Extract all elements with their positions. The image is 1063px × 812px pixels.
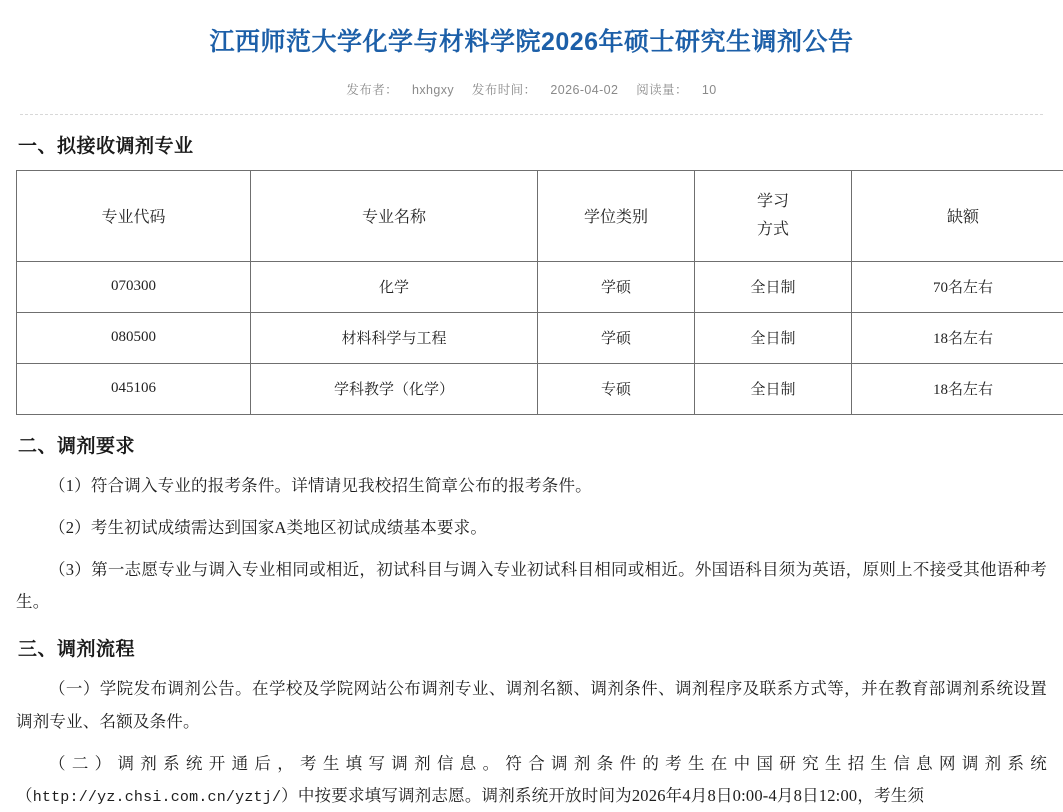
cell-major-name: 化学	[251, 261, 538, 312]
table-header-major-name: 专业名称	[251, 170, 538, 261]
requirement-item-1: （1）符合调入专业的报考条件。详情请见我校招生简章公布的报考条件。	[16, 470, 1047, 502]
table-row	[17, 312, 1063, 363]
cell-degree-type: 专硕	[538, 363, 695, 414]
cell-major-name: 学科教学（化学）	[251, 363, 538, 414]
process-item-2	[16, 748, 1047, 812]
requirement-item-3: （3）第一志愿专业与调入专业相同或相近，初试科目与调入专业初试科目相同或相近。外国语科目须为英语，原则上不接受其他语种考生。	[16, 554, 1047, 618]
cell-vacancy: 18名左右	[852, 363, 1063, 414]
cell-major-code: 080500	[17, 312, 251, 363]
cell-degree-type: 学硕	[538, 261, 695, 312]
table-header-degree-type: 学位类别	[538, 170, 695, 261]
meta-publish-time-label: 发布时间：	[472, 83, 537, 97]
table-header-major-code: 专业代码	[17, 170, 251, 261]
meta-publisher: hxhgxy	[412, 83, 454, 97]
cell-study-mode: 全日制	[695, 261, 852, 312]
section-heading-majors: 一、拟接收调剂专业	[16, 131, 1047, 158]
table-header-study-mode	[695, 170, 852, 261]
cell-major-code: 070300	[17, 261, 251, 312]
requirement-item-2: （2）考生初试成绩需达到国家A类地区初试成绩基本要求。	[16, 512, 1047, 544]
cell-study-mode: 全日制	[695, 363, 852, 414]
table-header-row	[17, 170, 1063, 261]
majors-table	[16, 170, 1063, 415]
study-mode-line-2: 方式	[699, 216, 847, 244]
meta-divider	[20, 114, 1043, 115]
process-item-2-text-part1: （二）调剂系统开通后，考生填写调剂信息。符合调剂条件的考生在中国研究生招生信息网调剂系统（	[16, 754, 1047, 805]
cell-major-code: 045106	[17, 363, 251, 414]
study-mode-line-1: 学习	[699, 188, 847, 216]
page-title: 江西师范大学化学与材料学院2026年硕士研究生调剂公告	[16, 0, 1047, 66]
chsi-transfer-system-url: http://yz.chsi.com.cn/yztj/	[33, 789, 281, 806]
cell-major-name: 材料科学与工程	[251, 312, 538, 363]
meta-publish-time: 2026-04-02	[550, 83, 618, 97]
cell-vacancy: 70名左右	[852, 261, 1063, 312]
process-item-2-text-part2: ）中按要求填写调剂志愿。调剂系统开放时间为2026年4月8日0:00-4月8日12:00，考生须	[281, 786, 924, 805]
table-header-vacancy: 缺额	[852, 170, 1063, 261]
section-heading-process: 三、调剂流程	[16, 634, 1047, 661]
cell-vacancy: 18名左右	[852, 312, 1063, 363]
meta-views-label: 阅读量：	[636, 83, 688, 97]
meta-views: 10	[702, 83, 717, 97]
process-item-1: （一）学院发布调剂公告。在学校及学院网站公布调剂专业、调剂名额、调剂条件、调剂程序及联系方式等，并在教育部调剂系统设置调剂专业、名额及条件。	[16, 673, 1047, 737]
article-meta	[16, 66, 1047, 114]
cell-degree-type: 学硕	[538, 312, 695, 363]
meta-publisher-label: 发布者：	[346, 83, 398, 97]
cell-study-mode: 全日制	[695, 312, 852, 363]
section-heading-requirements: 二、调剂要求	[16, 431, 1047, 458]
table-row	[17, 363, 1063, 414]
table-row	[17, 261, 1063, 312]
